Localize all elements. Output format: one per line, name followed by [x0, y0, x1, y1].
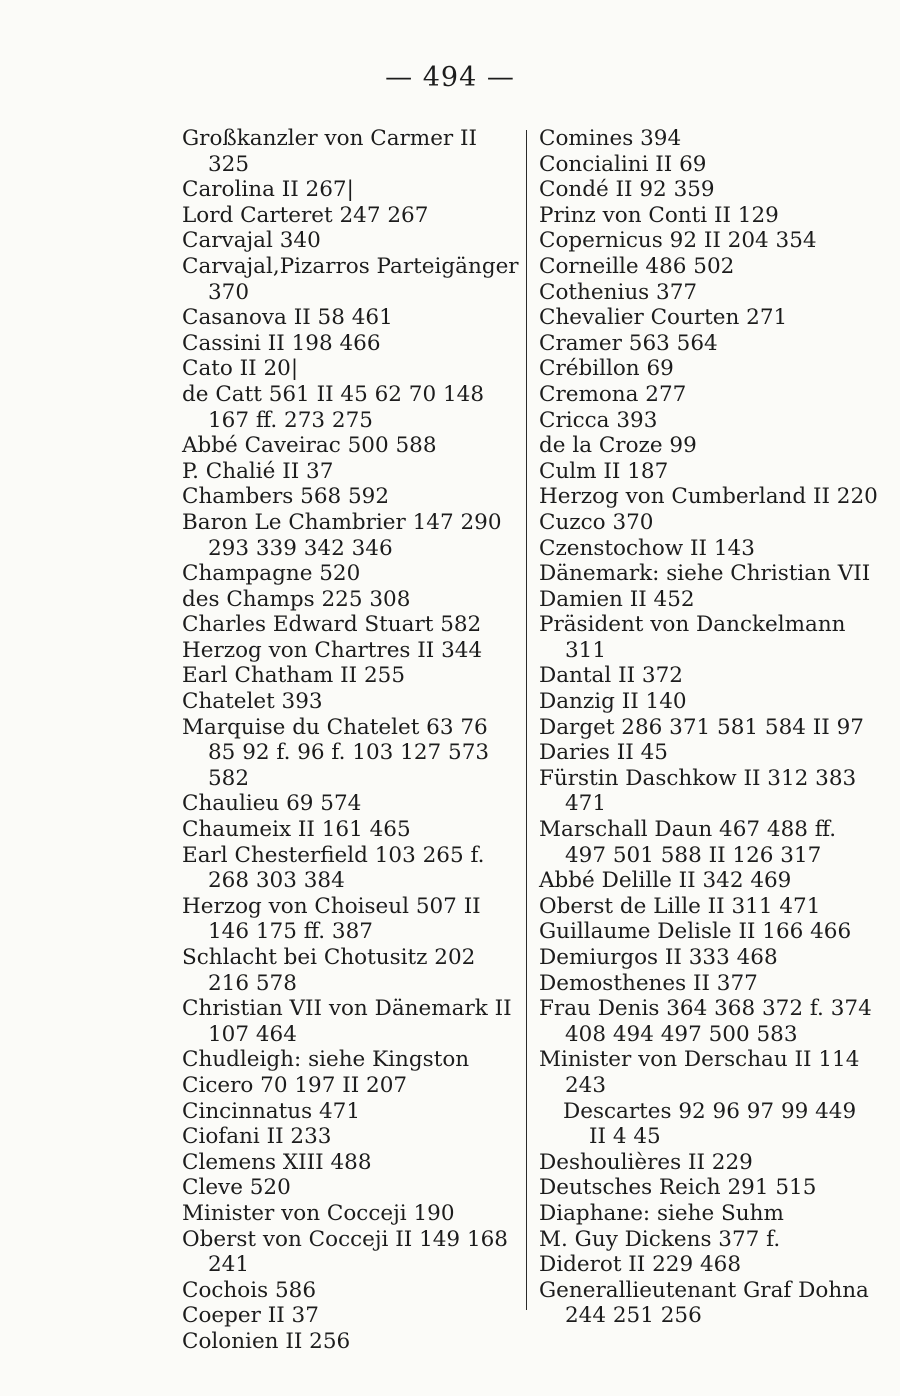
index-entry: Carolina II 267|	[182, 177, 354, 203]
index-entry: Präsident von Danckelmann 311	[539, 612, 846, 663]
index-entry: Großkanzler von Carmer II 325	[182, 126, 478, 177]
index-entry: Daries II 45	[539, 740, 668, 766]
index-entry: Minister von Derschau II 114 243	[539, 1047, 860, 1098]
index-entry: Cochois 586	[182, 1277, 317, 1303]
index-entry: Carvajal 340	[182, 228, 321, 254]
index-entry: Schlacht bei Chotusitz 202 216 578	[182, 945, 476, 996]
index-entry: Earl Chesterfield 103 265 f. 268 303 384	[182, 842, 485, 894]
index-entry: Corneille 486 502	[539, 253, 735, 279]
index-entry: Cricca 393	[539, 407, 658, 433]
index-entry: Oberst de Lille II 311 471	[539, 893, 821, 919]
index-entry: Darget 286 371 581 584 II 97	[539, 714, 864, 740]
index-entry: de Catt 561 II 45 62 70 148 167 ff. 273 275	[182, 381, 485, 433]
index-entry: Culm II 187	[539, 458, 669, 484]
index-entry: Minister von Cocceji 190	[182, 1200, 455, 1226]
index-entry: Cramer 563 564	[539, 330, 718, 356]
index-entry: Dänemark: siehe Christian VII	[539, 561, 871, 587]
index-entry: Frau Denis 364 368 372 f. 374 408 494 497 500 583	[539, 996, 872, 1047]
index-entry: Ciofani II 233	[182, 1124, 332, 1150]
index-entry: de la Croze 99	[539, 433, 697, 459]
index-entry: Abbé Delille II 342 469	[539, 868, 792, 894]
index-column-left	[182, 126, 520, 1355]
index-entry: Fürstin Daschkow II 312 383 471	[539, 765, 857, 817]
index-entry: Cleve 520	[182, 1175, 291, 1201]
index-entry: Chevalier Courten 271	[539, 305, 788, 331]
index-entry: Lord Carteret 247 267	[182, 202, 429, 228]
index-entry: Christian VII von Dänemark II 107 464	[182, 996, 512, 1047]
index-entry: Charles Edward Stuart 582	[182, 612, 482, 638]
index-entry: Danzig II 140	[539, 689, 687, 715]
index-entry: Generallieutenant Graf Dohna 244 251 256	[539, 1277, 869, 1329]
index-column-right	[539, 126, 879, 1329]
index-entry: Colonien II 256	[182, 1328, 351, 1354]
index-entry: des Champs 225 308	[182, 586, 411, 612]
index-entry: Casanova II 58 461	[182, 305, 393, 331]
column-divider	[526, 130, 527, 1310]
index-entry: Demiurgos II 333 468	[539, 945, 778, 970]
index-entry: Condé II 92 359	[539, 177, 715, 203]
page-number: 494	[422, 62, 478, 93]
index-entry: Marquise du Chatelet 63 76 85 92 f. 96 f. 103 127 573 582	[182, 714, 490, 791]
index-entry: Deutsches Reich 291 515	[539, 1175, 817, 1201]
index-entry: Oberst von Cocceji II 149 168 241	[182, 1226, 508, 1278]
index-entry: Cremona 277	[539, 381, 687, 407]
index-entry: Czenstochow II 143	[539, 535, 755, 561]
index-entry: Cassini II 198 466	[182, 330, 381, 356]
index-entry: Herzog von Cumberland II 220	[539, 484, 878, 510]
index-entry: Diaphane: siehe Suhm	[539, 1200, 784, 1226]
index-entry: Earl Chatham II 255	[182, 663, 405, 689]
index-entry: Cincinnatus 471	[182, 1098, 360, 1124]
index-entry: Chaumeix II 161 465	[182, 817, 411, 843]
index-entry: Concialini II 69	[539, 151, 707, 177]
index-entry: Damien II 452	[539, 586, 695, 612]
index-entry: Carvajal,Pizarros Parteigänger 370	[182, 253, 519, 305]
page-header: — 494 —	[385, 62, 515, 93]
index-entry: Herzog von Choiseul 507 II 146 175 ff. 387	[182, 893, 481, 945]
index-entry: Copernicus 92 II 204 354	[539, 228, 817, 254]
index-entry: Coeper II 37	[182, 1303, 319, 1329]
index-entry: Baron Le Chambrier 147 290 293 339 342 346	[182, 509, 502, 561]
index-entry: Chudleigh: siehe Kingston	[182, 1047, 470, 1073]
index-entry: Cothenius 377	[539, 279, 698, 305]
index-entry: Chatelet 393	[182, 689, 323, 715]
index-entry: Guillaume Delisle II 166 466	[539, 919, 852, 945]
index-entry: Cuzco 370	[539, 509, 654, 535]
index-entry: Marschall Daun 467 488 ff. 497 501 588 II 126 317	[539, 817, 837, 868]
index-entry: Cato II 20|	[182, 356, 299, 382]
index-entry: P. Chalié II 37	[182, 458, 334, 484]
index-entry: Diderot II 229 468	[539, 1252, 742, 1278]
index-entry: Herzog von Chartres II 344	[182, 637, 483, 663]
index-entry: Demosthenes II 377	[539, 970, 758, 996]
index-entry: M. Guy Dickens 377 f.	[539, 1226, 781, 1252]
index-entry: Abbé Caveirac 500 588	[182, 433, 437, 459]
index-entry: Comines 394	[539, 126, 682, 151]
index-entry: Cicero 70 197 II 207	[182, 1072, 408, 1098]
index-entry: Descartes 92 96 97 99 449 II 4 45	[563, 1098, 857, 1150]
index-entry: Chambers 568 592	[182, 484, 390, 510]
index-entry: Dantal II 372	[539, 663, 683, 689]
index-entry: Crébillon 69	[539, 356, 674, 382]
index-entry: Prinz von Conti II 129	[539, 202, 779, 228]
index-entry: Chaulieu 69 574	[182, 791, 362, 817]
index-entry: Deshoulières II 229	[539, 1149, 753, 1175]
index-entry: Clemens XIII 488	[182, 1149, 372, 1175]
index-entry: Champagne 520	[182, 561, 361, 587]
